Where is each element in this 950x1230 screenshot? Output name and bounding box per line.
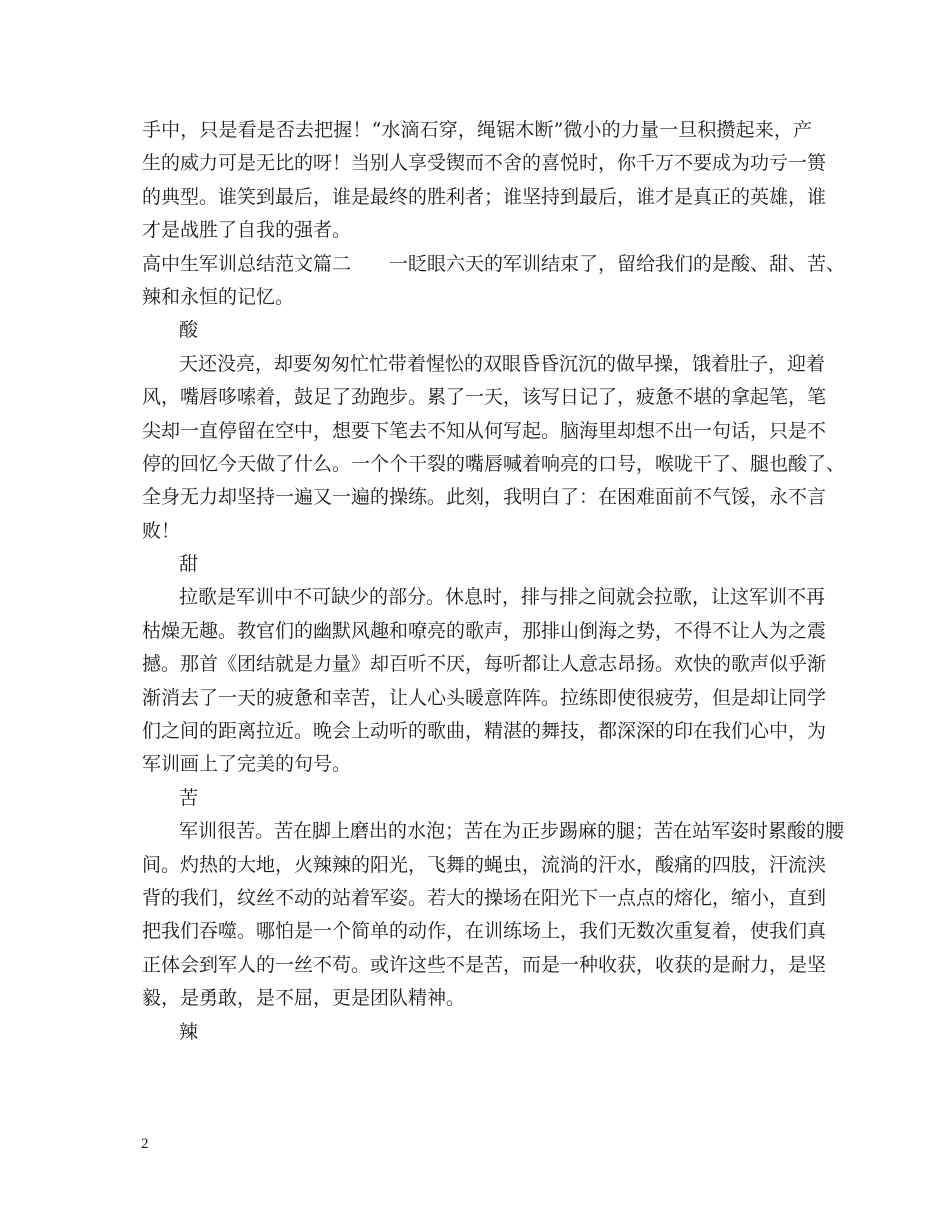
text-line: 间。灼热的大地，火辣辣的阳光，飞舞的蝇虫，流淌的汗水，酸痛的四肢，汗流浃 <box>142 853 827 876</box>
text-line: 手中，只是看是否去把握！“水滴石穿，绳锯木断”微小的力量一旦积攒起来，产 <box>142 119 812 141</box>
heading-text: 苦 <box>179 786 199 809</box>
section-heading <box>142 314 812 347</box>
text-line: 把我们吞噬。哪怕是一个简单的动作，在训练场上，我们无数次重复着，使我们真 <box>142 920 827 943</box>
heading-text: 甜 <box>179 553 199 576</box>
text-line: 的典型。谁笑到最后，谁是最终的胜利者；谁坚持到最后，谁才是真正的英雄，谁 <box>142 185 827 208</box>
text-line: 全身无力却坚持一遍又一遍的操练。此刻，我明白了：在困难面前不气馁，永不言 <box>142 486 827 509</box>
heading-text: 辣 <box>179 1020 199 1043</box>
text-line: 正体会到军人的一丝不苟。或许这些不是苦，而是一种收获，收获的是耐力，是坚 <box>142 953 827 976</box>
text-line: 尖却一直停留在空中，想要下笔去不知从何写起。脑海里却想不出一句话，只是不 <box>142 419 827 442</box>
text-line: 军训很苦。苦在脚上磨出的水泡；苦在为正步踢麻的腿；苦在站军姿时累酸的腰 <box>179 820 845 843</box>
section-heading <box>142 1016 812 1049</box>
paragraph <box>142 581 827 781</box>
text-line: 停的回忆今天做了什么。一个个干裂的嘴唇喊着响亮的口号，喉咙干了、腿也酸了、 <box>142 452 846 475</box>
text-line: 才是战胜了自我的强者。 <box>142 219 352 242</box>
text-line: 败！ <box>142 519 181 542</box>
paragraph <box>142 248 846 315</box>
heading-text: 酸 <box>179 319 199 342</box>
text-line: 渐消去了一天的疲惫和幸苦，让人心头暖意阵阵。拉练即使很疲劳，但是却让同学 <box>142 686 827 709</box>
text-line: 高中生军训总结范文篇二 一眨眼六天的军训结束了，留给我们的是酸、甜、苦、 <box>142 252 846 275</box>
text-line: 背的我们，纹丝不动的站着军姿。若大的操场在阳光下一点点的熔化，缩小，直到 <box>142 886 827 909</box>
text-line: 军训画上了完美的句号。 <box>142 753 352 776</box>
text-line: 天还没亮，却要匆匆忙忙带着惺忪的双眼昏昏沉沉的做早操，饿着肚子，迎着 <box>179 352 826 375</box>
document-body <box>142 114 846 1049</box>
text-line: 风，嘴唇哆嗦着，鼓足了劲跑步。累了一天，该写日记了，疲惫不堪的拿起笔，笔 <box>142 386 827 409</box>
paragraph <box>142 815 845 1015</box>
text-line: 们之间的距离拉近。晚会上动听的歌曲，精湛的舞技，都深深的印在我们心中，为 <box>142 720 827 743</box>
text-line: 毅，是勇敢，是不屈，更是团队精神。 <box>142 987 466 1010</box>
text-line: 撼。那首《团结就是力量》却百听不厌，每听都让人意志昂扬。欢快的歌声似乎渐 <box>142 653 827 676</box>
page-number: 2 <box>141 1136 149 1152</box>
paragraph <box>142 114 827 248</box>
text-line: 辣和永恒的记忆。 <box>142 285 295 308</box>
text-line: 生的威力可是无比的呀！当别人享受锲而不舍的喜悦时，你千万不要成为功亏一篑 <box>142 152 827 175</box>
text-line: 枯燥无趣。教官们的幽默风趣和嘹亮的歌声，那排山倒海之势，不得不让人为之震 <box>142 619 827 642</box>
section-heading <box>142 548 812 581</box>
section-heading <box>142 782 812 815</box>
paragraph <box>142 348 846 548</box>
text-line: 拉歌是军训中不可缺少的部分。休息时，排与排之间就会拉歌，让这军训不再 <box>179 586 826 609</box>
